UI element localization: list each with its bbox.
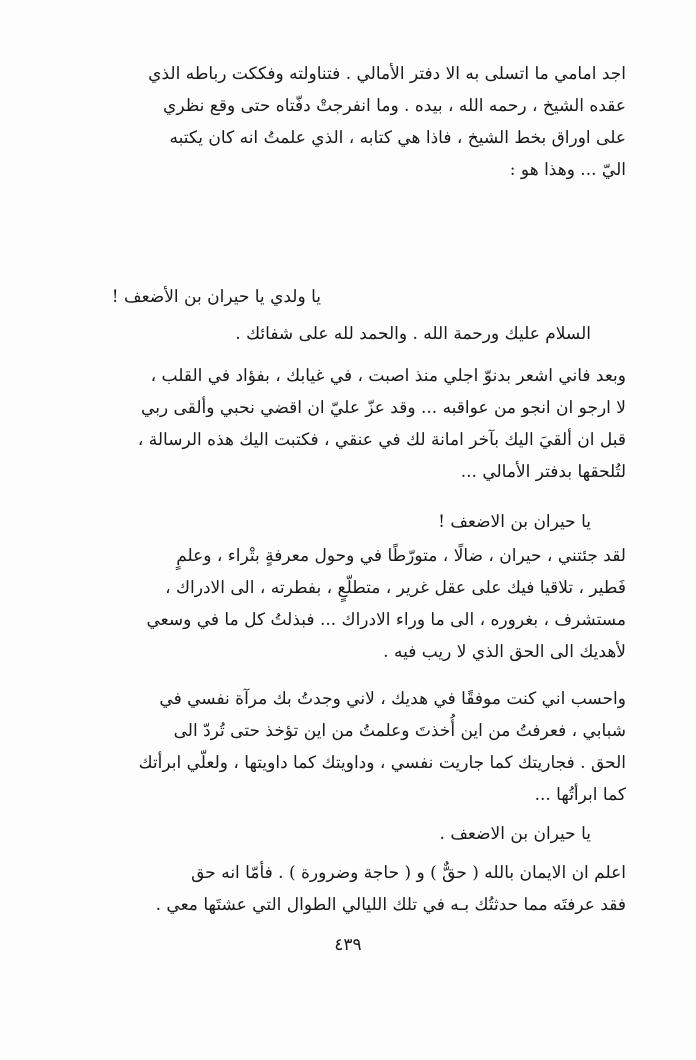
p1-line-1: وبعد فاني اشعر بدنوّ اجلي منذ اصبت ، في غيابك ، بفؤاد في القلب ، — [150, 366, 626, 386]
intro-line-3: على اوراق بخط الشيخ ، فاذا هي كتابه ، الذي علمتُ انه كان يكتبه — [169, 128, 626, 148]
intro-paragraph — [80, 58, 626, 186]
letter-paragraph-1 — [80, 360, 626, 488]
letter-address-2: يا حيران بن الاضعف ! — [438, 512, 591, 532]
p2-line-2: فَطير ، تلاقيا فيك على عقل غرير ، متطلّعٍ ، بفطرته ، الى الادراك ، — [165, 578, 626, 598]
letter-greeting: السلام عليك ورحمة الله . والحمد لله على شفائك . — [235, 324, 591, 344]
p2-line-4: لأهديك الى الحق الذي لا ريب فيه . — [383, 642, 626, 662]
p3-line-4: كما ابرأتُها ... — [534, 785, 626, 805]
p2-line-1: لقد جئتني ، حيران ، ضالًا ، متورّطًا في وحول معرفةٍ بتْراء ، وعلمٍ — [176, 546, 626, 566]
letter-salutation: يا ولدي يا حيران بن الأضعف ! — [111, 287, 321, 307]
letter-paragraph-4 — [80, 857, 626, 921]
letter-paragraph-2 — [80, 540, 626, 668]
page-number: ٤٣٩ — [334, 935, 362, 955]
intro-line-4: اليّ ... وهذا هو : — [509, 160, 626, 180]
p1-line-3: قبل ان ألقيَ اليك بآخر امانة لك في عنقي ، فكتبت اليك هذه الرسالة ، — [137, 430, 626, 450]
p2-line-3: مستشرف ، بغروره ، الى ما وراء الادراك ... فبذلتُ كل ما في وسعي — [146, 610, 626, 630]
p3-line-1: واحسب اني كنت موفقًا في هديك ، لاني وجدتُ بك مرآة نفسي في — [159, 689, 626, 709]
letter-address-3: يا حيران بن الاضعف . — [439, 824, 591, 844]
p3-line-3: الحق . فجاريتك كما جاريت نفسي ، وداويتك كما داويتها ، ولعلّي ابرأتك — [138, 753, 626, 773]
p4-line-1: اعلم ان الايمان بالله ( حقٌّ ) و ( حاجة وضرورة ) . فأمّا انه حق — [191, 863, 626, 883]
p4-line-2: فقد عرفتَه مما حدثتُك بـه في تلك الليالي الطوال التي عشتَها معي . — [155, 895, 626, 915]
p3-line-2: شبابي ، فعرفتُ من اين أُخذتَ وعلمتُ من اين تؤخذ حتى تُردّ الى — [173, 721, 626, 741]
p1-line-2: لا ارجو ان انجو من عواقبه ... وقد عزّ عليّ ان اقضي نحبي وألقى ربي — [141, 398, 626, 418]
intro-line-2: عقده الشيخ ، رحمه الله ، بيده . وما انفرجتْ دفّتاه حتى وقع نظري — [163, 96, 626, 116]
intro-line-1: اجد امامي ما اتسلى به الا دفتر الأمالي . فتناولته وفككت رباطه الذي — [148, 64, 626, 84]
letter-paragraph-3 — [80, 683, 626, 811]
p1-line-4: لتُلحقها بدفتر الأمالي ... — [460, 462, 626, 482]
